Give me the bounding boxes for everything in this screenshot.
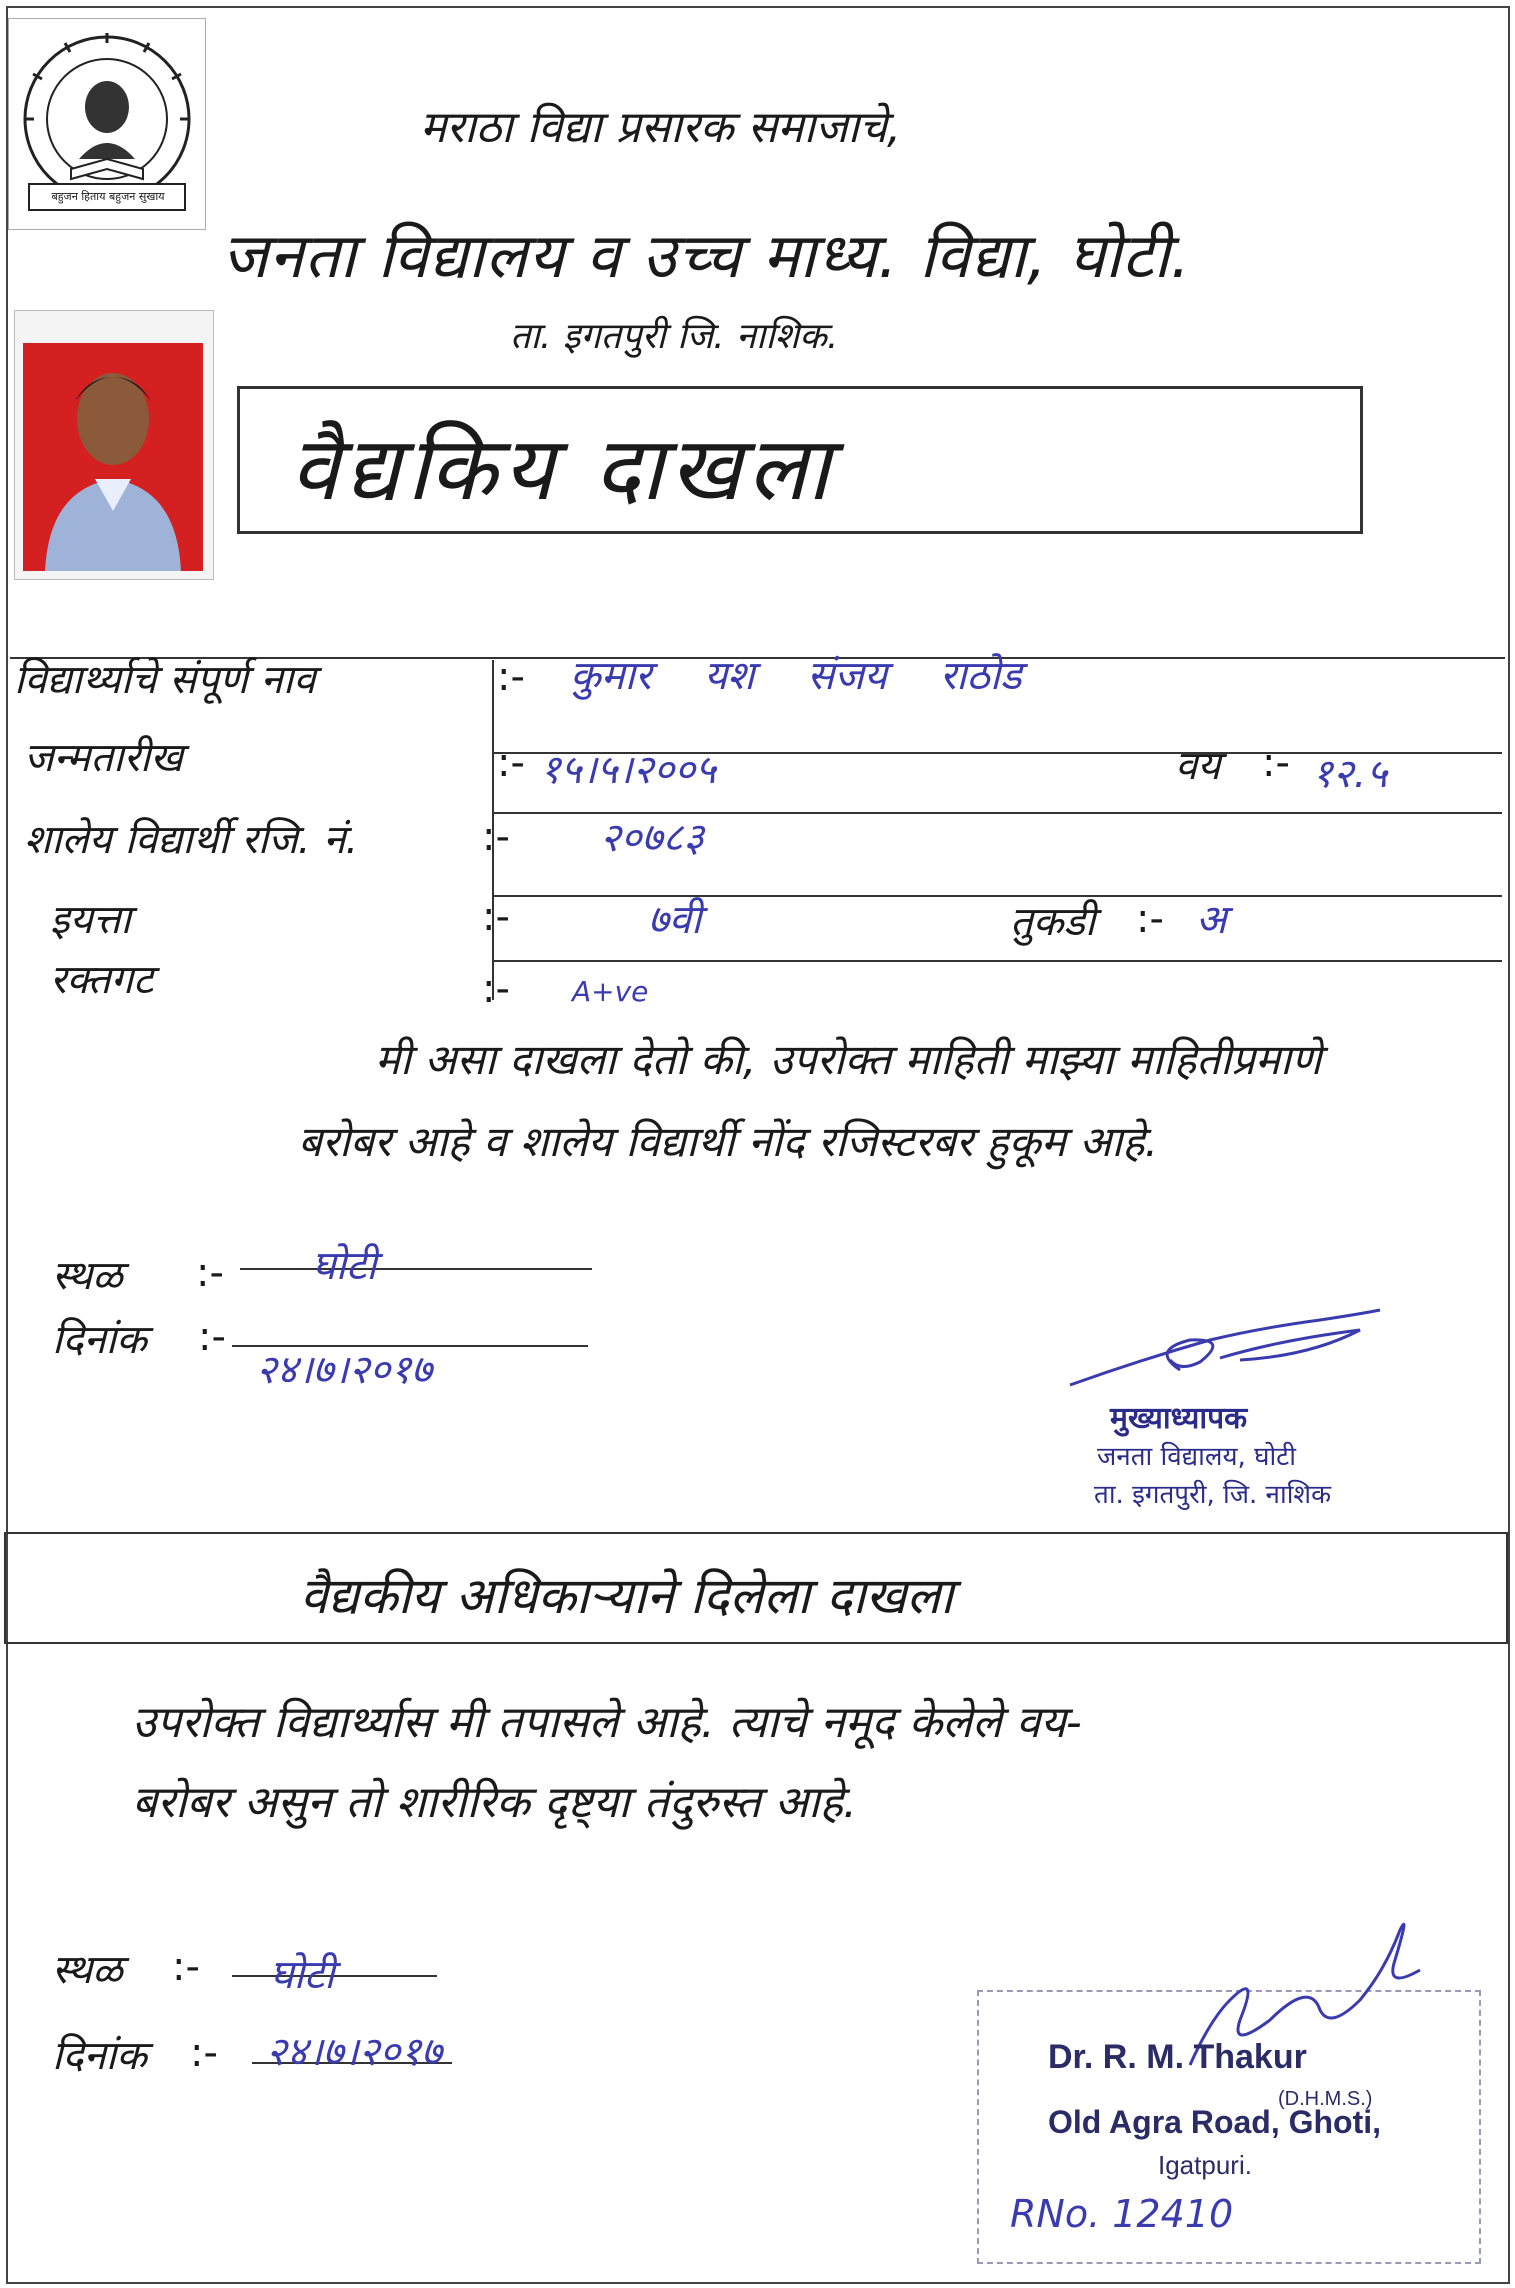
age-label: वय bbox=[1175, 743, 1221, 789]
date-value-2: २४।७।२०१७ bbox=[266, 2029, 442, 2075]
doctor-degree: (D.H.M.S.) bbox=[1278, 2088, 1373, 2110]
reg-separator: :- bbox=[482, 814, 510, 860]
blood-group-label: रक्तगट bbox=[50, 957, 154, 1003]
dob-separator: :- bbox=[497, 740, 525, 786]
place-value-1: घोटी bbox=[312, 1243, 377, 1289]
name-value: कुमार यश संजय राठोड bbox=[570, 653, 1022, 699]
rule bbox=[492, 960, 1502, 962]
division-value: अ bbox=[1196, 897, 1227, 943]
division-separator: :- bbox=[1136, 896, 1164, 942]
class-separator: :- bbox=[482, 894, 510, 940]
blood-group-separator: :- bbox=[482, 966, 510, 1012]
rule bbox=[492, 895, 1502, 897]
student-portrait-icon bbox=[15, 311, 213, 579]
doctor-name: Dr. R. M. Thakur bbox=[1048, 2038, 1307, 2076]
blood-group-value: A+ve bbox=[572, 975, 649, 1008]
place-label-2: स्थळ bbox=[52, 1947, 123, 1993]
medical-line-2: बरोबर असुन तो शारीरिक दृष्ट्या तंदुरुस्त आहे. bbox=[132, 1777, 857, 1828]
reg-label: शालेय विद्यार्थी रजि. नं. bbox=[24, 817, 359, 863]
headmaster-stamp-line-2: ता. इगतपुरी, जि. नाशिक bbox=[1094, 1480, 1332, 1510]
date-label-1: दिनांक bbox=[52, 1317, 147, 1363]
name-label: विद्यार्थ्याचे संपूर्ण नाव bbox=[14, 657, 316, 703]
place-value-2: घोटी bbox=[270, 1952, 335, 1998]
doctor-address-2: Igatpuri. bbox=[1158, 2150, 1252, 2180]
doctor-address-1: Old Agra Road, Ghoti, bbox=[1048, 2104, 1382, 2140]
place-separator-2: :- bbox=[172, 1944, 200, 1990]
class-label: इयत्ता bbox=[50, 897, 131, 943]
logo-banner-text: बहुजन हिताय बहुजन सुखाय bbox=[51, 190, 165, 203]
society-logo bbox=[8, 18, 206, 230]
dob-value: १५।५।२००५ bbox=[540, 747, 716, 793]
class-value: ७वी bbox=[648, 897, 702, 943]
division-label: तुकडी bbox=[1010, 899, 1096, 945]
student-photo bbox=[14, 310, 214, 580]
rule bbox=[240, 1268, 592, 1270]
date-separator-2: :- bbox=[190, 2030, 218, 2076]
age-value: १२.५ bbox=[1312, 751, 1388, 797]
date-label-2: दिनांक bbox=[52, 2033, 147, 2079]
date-separator-1: :- bbox=[198, 1314, 226, 1360]
medical-heading: वैद्यकीय अधिकाऱ्याने दिलेला दाखला bbox=[300, 1567, 954, 1625]
headmaster-title: मुख्याध्यापक bbox=[1110, 1401, 1248, 1436]
school-name: जनता विद्यालय व उच्च माध्य. विद्या, घोटी. bbox=[222, 219, 1192, 292]
place-label-1: स्थळ bbox=[52, 1253, 123, 1299]
headmaster-stamp-line-1: जनता विद्यालय, घोटी bbox=[1097, 1442, 1297, 1472]
reg-value: २०७८३ bbox=[600, 815, 704, 861]
certificate-title: वैद्यकिय दाखला bbox=[290, 417, 836, 520]
declaration-line-1: मी असा दाखला देतो की, उपरोक्त माहिती माझ्या माहितीप्रमाणे bbox=[375, 1035, 1322, 1084]
headmaster-signature-icon bbox=[1060, 1300, 1390, 1400]
dob-label: जन्मतारीख bbox=[24, 735, 183, 781]
medical-line-1: उपरोक्त विद्यार्थ्यास मी तपासले आहे. त्याचे नमूद केलेले वय- bbox=[132, 1697, 1082, 1748]
declaration-line-2: बरोबर आहे व शालेय विद्यार्थी नोंद रजिस्टरबर हुकूम आहे. bbox=[298, 1117, 1158, 1166]
school-address: ता. इगतपुरी जि. नाशिक. bbox=[510, 316, 839, 357]
doctor-reg-number: RNo. 12410 bbox=[1010, 2192, 1234, 2236]
society-line: मराठा विद्या प्रसारक समाजाचे, bbox=[420, 102, 901, 153]
age-separator: :- bbox=[1262, 740, 1290, 786]
place-separator-1: :- bbox=[196, 1250, 224, 1296]
date-value-1: २४।७।२०१७ bbox=[256, 1347, 432, 1393]
name-separator: :- bbox=[497, 654, 525, 700]
